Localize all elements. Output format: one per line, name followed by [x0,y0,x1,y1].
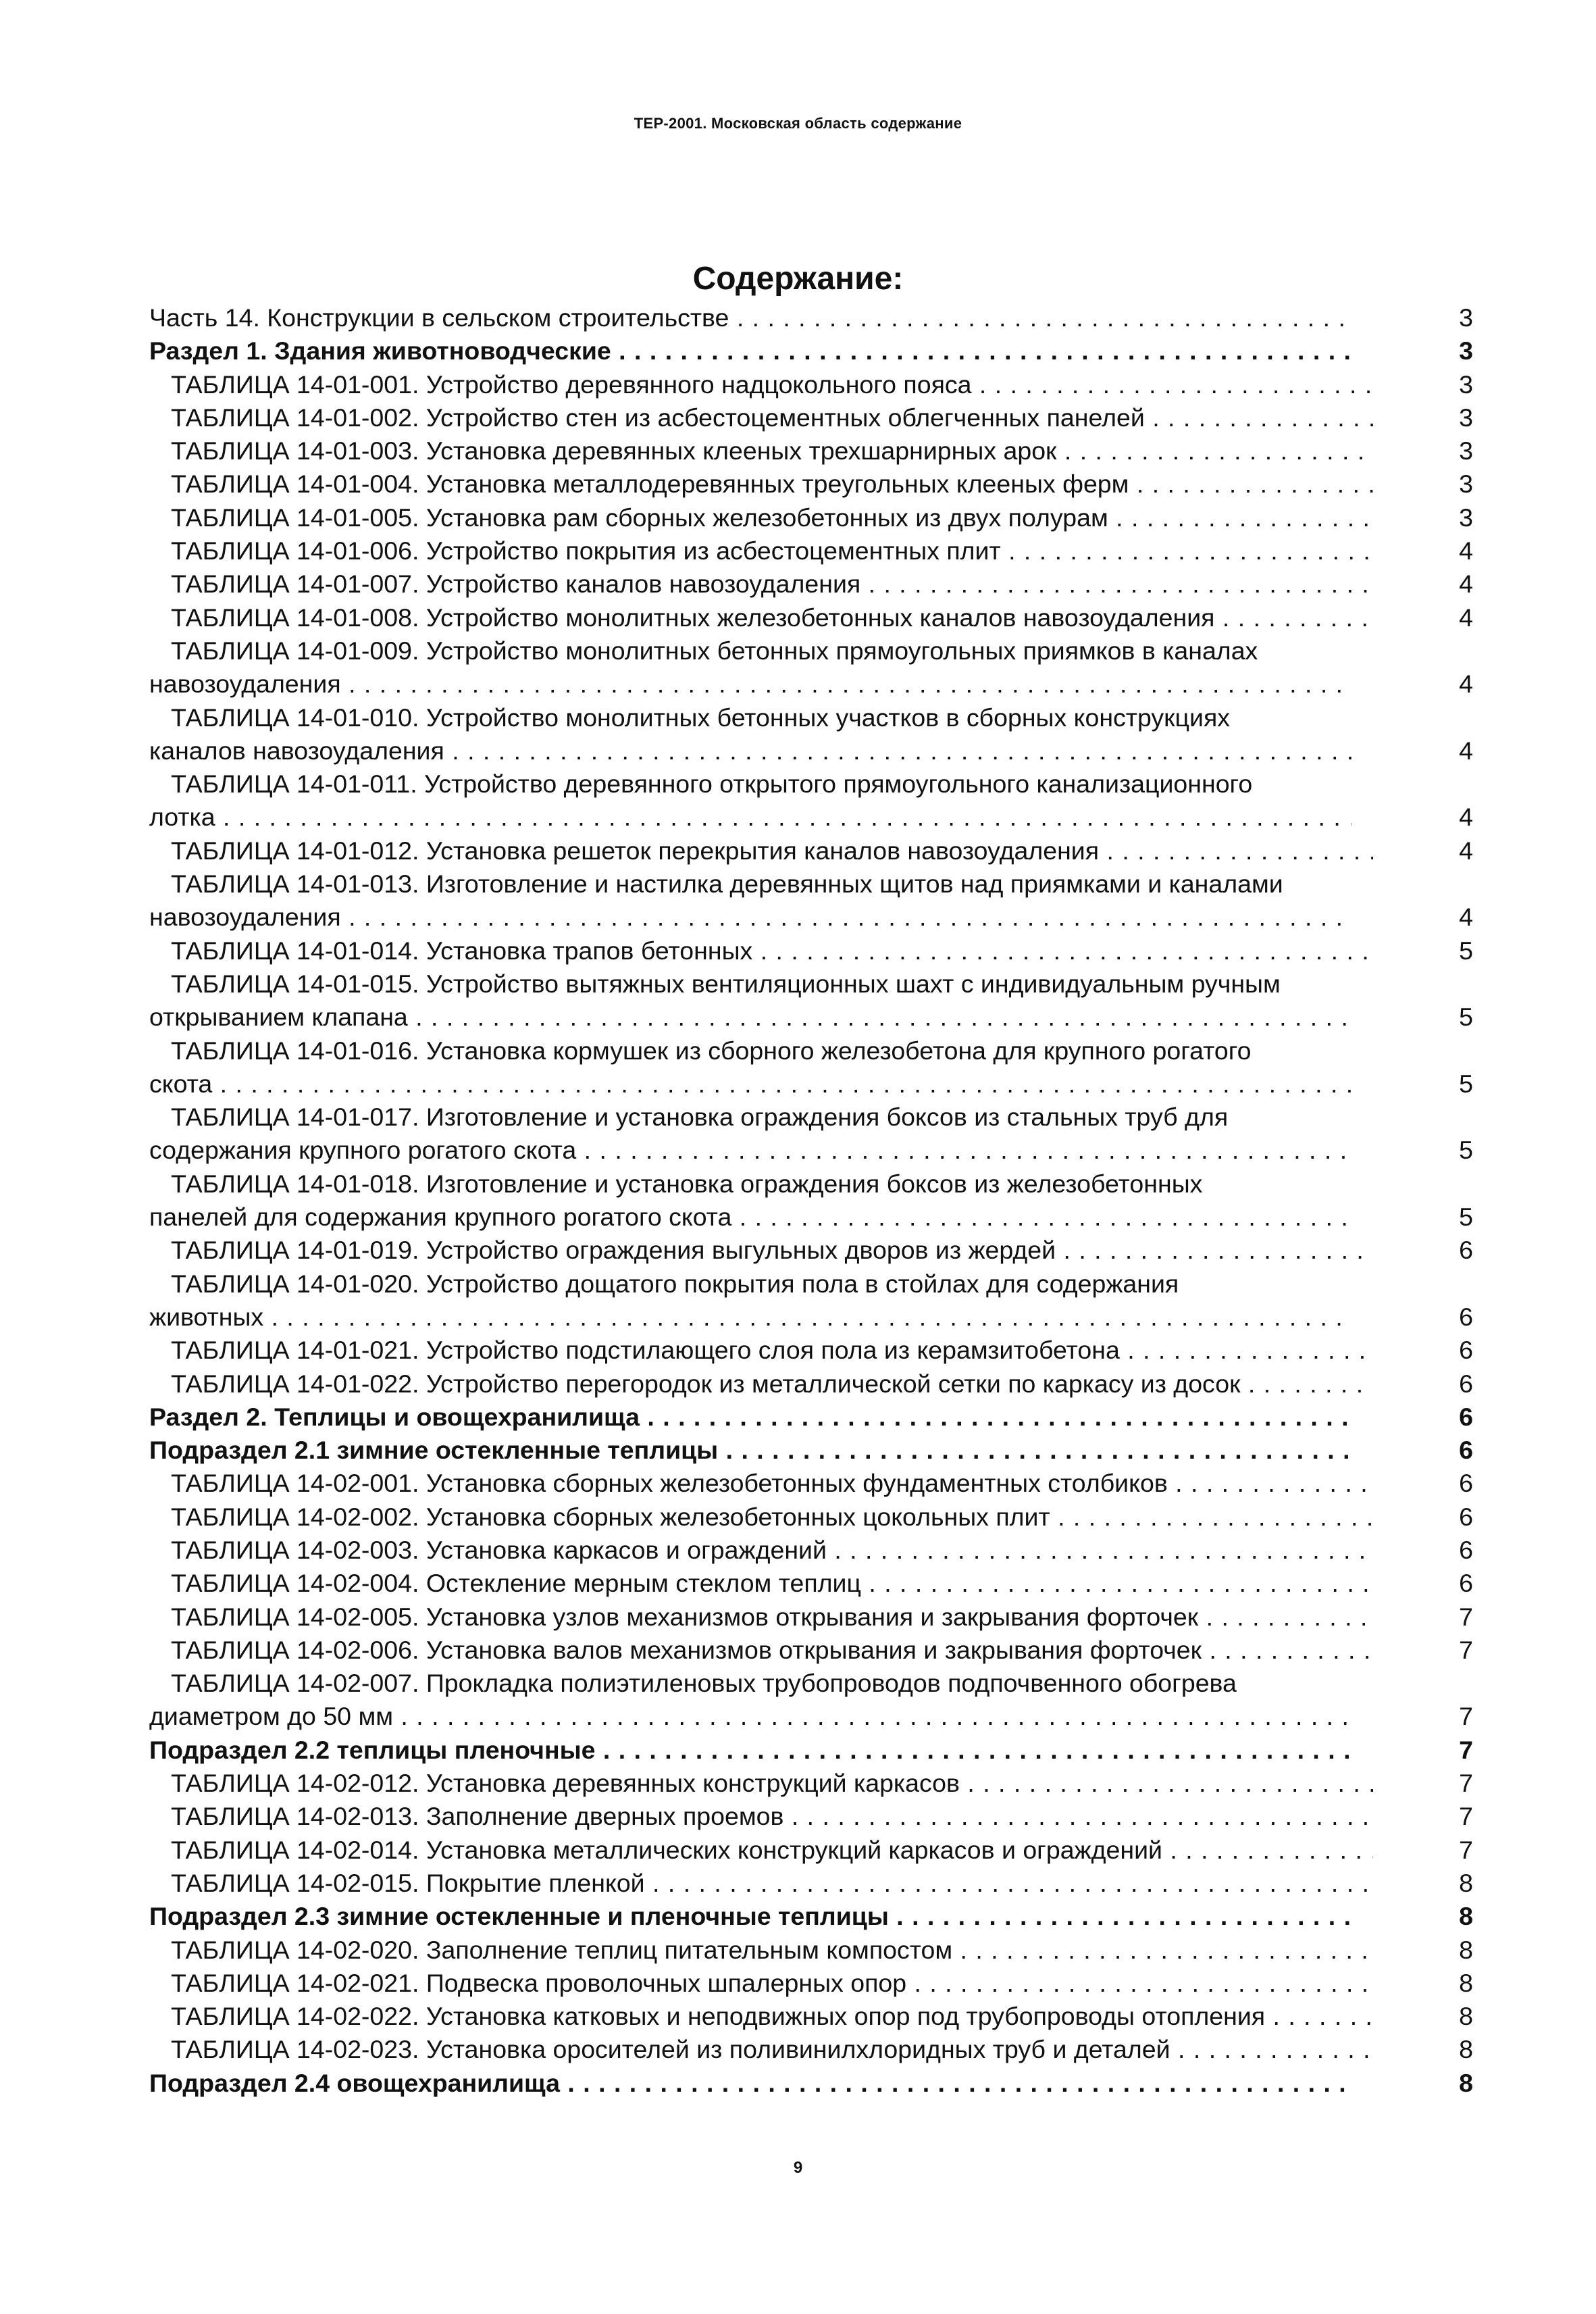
toc-entry-page: 5 [1459,1069,1473,1098]
toc-entry-title: ТАБЛИЦА 14-02-001. Установка сборных железобетонных фундаментных столбиков . . . [149,1467,1373,1500]
toc-entry[interactable] [149,1967,1473,2000]
toc-entry-page: 7 [1459,1635,1473,1664]
toc-entry[interactable] [149,1501,1473,1534]
toc-entry-title: ТАБЛИЦА 14-02-014. Установка металлических конструкций каркасов и ограждений . . . [149,1834,1373,1867]
toc-entry-page: 7 [1459,1835,1473,1864]
toc-entry-continuation: диаметром до 50 мм . . . [149,1700,1352,1733]
toc-entry-page: 3 [1459,470,1473,499]
toc-entry[interactable] [149,1401,1473,1434]
toc-entry-page: 5 [1459,1136,1473,1165]
toc-entry-page: 6 [1459,1302,1473,1331]
toc-entry-page: 7 [1459,1602,1473,1631]
toc-entry-title: ТАБЛИЦА 14-01-014. Установка трапов бетонных . . . [149,934,1373,967]
toc-entry[interactable] [149,401,1473,434]
toc-entry-page: 3 [1459,336,1473,366]
toc-entry-title: ТАБЛИЦА 14-01-022. Устройство перегородок из металлической сетки по каркасу из досок . . . [149,1367,1373,1401]
toc-entry-page: 4 [1459,536,1473,565]
toc-entry[interactable] [149,434,1473,468]
toc-entry-title: ТАБЛИЦА 14-02-012. Установка деревянных конструкций каркасов . . . [149,1767,1373,1800]
table-of-contents [149,301,1473,2100]
toc-entry-page: 4 [1459,603,1473,632]
toc-entry-page: 6 [1459,1369,1473,1398]
toc-entry-page: 8 [1459,2002,1473,2031]
toc-title: Содержание: [692,261,904,297]
toc-entry[interactable] [149,2067,1473,2100]
toc-entry-page: 6 [1459,1502,1473,1531]
toc-entry-title: ТАБЛИЦА 14-01-017. Изготовление и установка ограждения боксов из стальных труб для [171,1103,1229,1132]
toc-entry[interactable] [149,501,1473,534]
toc-entry-title: ТАБЛИЦА 14-02-005. Установка узлов механизмов открывания и закрывания форточек . . . [149,1601,1373,1634]
toc-entry[interactable] [149,1534,1473,1567]
toc-entry-continuation: панелей для содержания крупного рогатого скота . . . [149,1201,1352,1234]
toc-entry-title: ТАБЛИЦА 14-02-013. Заполнение дверных проемов . . . [149,1800,1373,1833]
toc-entry[interactable] [149,368,1473,401]
toc-entry-title: ТАБЛИЦА 14-01-019. Устройство ограждения выгульных дворов из жердей . . . [149,1234,1373,1267]
toc-entry-title: ТАБЛИЦА 14-01-013. Изготовление и настилка деревянных щитов над приямками и каналами [171,870,1283,899]
toc-entry-title: Подраздел 2.4 овощехранилища . . . [149,2067,1352,2100]
toc-entry[interactable] [149,1734,1473,1767]
toc-entry[interactable] [149,1667,1473,1734]
toc-entry-page: 4 [1459,903,1473,932]
toc-entry-title: ТАБЛИЦА 14-01-015. Устройство вытяжных вентиляционных шахт с индивидуальным ручным [171,969,1281,998]
toc-entry-title: ТАБЛИЦА 14-02-023. Установка оросителей из поливинилхлоридных труб и деталей . . . [149,2033,1373,2066]
toc-entry[interactable] [149,1267,1473,1334]
toc-entry[interactable] [149,468,1473,501]
toc-entry-page: 4 [1459,570,1473,599]
page-header: ТЕР-2001. Московская область содержание [634,115,962,132]
toc-entry-page: 8 [1459,1902,1473,1931]
toc-entry-title: ТАБЛИЦА 14-02-015. Покрытие пленкой . . . [149,1867,1373,1900]
toc-entry[interactable] [149,967,1473,1034]
toc-entry-title: ТАБЛИЦА 14-01-005. Установка рам сборных железобетонных из двух полурам . . . [149,501,1373,534]
toc-entry-title: ТАБЛИЦА 14-01-002. Устройство стен из асбестоцементных облегченных панелей . . . [149,401,1373,434]
toc-entry-page: 4 [1459,670,1473,699]
toc-entry-page: 5 [1459,1003,1473,1032]
page-number: 9 [793,2159,803,2177]
toc-entry-page: 8 [1459,1968,1473,1997]
toc-entry-page: 3 [1459,303,1473,332]
toc-entry-title: ТАБЛИЦА 14-01-003. Установка деревянных клееных трехшарнирных арок . . . [149,434,1373,468]
toc-entry-page: 7 [1459,1769,1473,1798]
toc-entry[interactable] [149,1634,1473,1667]
toc-entry[interactable] [149,701,1473,768]
toc-entry-page: 3 [1459,503,1473,532]
toc-entry-title: ТАБЛИЦА 14-02-006. Установка валов механизмов открывания и закрывания форточек . . . [149,1634,1373,1667]
toc-entry-page: 5 [1459,936,1473,965]
toc-entry[interactable] [149,534,1473,568]
toc-entry-title: Раздел 1. Здания животноводческие . . . [149,334,1352,368]
toc-entry[interactable] [149,2033,1473,2066]
toc-entry[interactable] [149,1234,1473,1267]
toc-entry-page: 7 [1459,1702,1473,1731]
toc-entry-page: 6 [1459,1469,1473,1498]
toc-entry-title: ТАБЛИЦА 14-01-006. Устройство покрытия из асбестоцементных плит . . . [149,534,1373,568]
toc-entry-title: ТАБЛИЦА 14-01-012. Установка решеток перекрытия каналов навозоудаления . . . [149,834,1373,867]
toc-entry[interactable] [149,1867,1473,1900]
toc-entry-page: 6 [1459,1569,1473,1598]
toc-entry-title: ТАБЛИЦА 14-02-020. Заполнение теплиц питательным компостом . . . [149,1934,1373,1967]
toc-entry-title: ТАБЛИЦА 14-01-010. Устройство монолитных бетонных участков в сборных конструкциях [171,703,1231,732]
toc-entry-title: ТАБЛИЦА 14-02-004. Остекление мерным стеклом теплиц . . . [149,1567,1373,1600]
toc-entry[interactable] [149,1834,1473,1867]
toc-entry-page: 8 [1459,1935,1473,1964]
toc-entry-page: 6 [1459,1236,1473,1265]
toc-entry-title: ТАБЛИЦА 14-01-021. Устройство подстилающего слоя пола из керамзитобетона . . . [149,1334,1373,1367]
toc-entry-title: Подраздел 2.3 зимние остекленные и пленочные теплицы . . . [149,1900,1352,1933]
toc-entry[interactable] [149,1334,1473,1367]
toc-entry[interactable] [149,768,1473,834]
toc-entry[interactable] [149,1167,1473,1234]
toc-entry-continuation: каналов навозоудаления . . . [149,734,1352,768]
toc-entry-continuation: лотка . . . [149,801,1352,834]
toc-entry-title: ТАБЛИЦА 14-01-018. Изготовление и установка ограждения боксов из железобетонных [171,1169,1203,1198]
toc-entry[interactable] [149,1434,1473,1467]
toc-entry-page: 6 [1459,1535,1473,1564]
toc-entry-continuation: открыванием клапана . . . [149,1001,1352,1034]
toc-entry-title: ТАБЛИЦА 14-01-004. Установка металлодеревянных треугольных клееных ферм . . . [149,468,1373,501]
toc-entry[interactable] [149,1601,1473,1634]
toc-entry-page: 6 [1459,1336,1473,1365]
toc-entry-page: 3 [1459,370,1473,399]
toc-entry-title: ТАБЛИЦА 14-01-008. Устройство монолитных железобетонных каналов навозоудаления . . . [149,601,1373,634]
toc-entry-title: Часть 14. Конструкции в сельском строительстве . . . [149,301,1352,334]
toc-entry[interactable] [149,1101,1473,1167]
toc-entry-title: ТАБЛИЦА 14-01-001. Устройство деревянного надцокольного пояса . . . [149,368,1373,401]
toc-entry-title: ТАБЛИЦА 14-02-002. Установка сборных железобетонных цокольных плит . . . [149,1501,1373,1534]
toc-entry-title: ТАБЛИЦА 14-01-020. Устройство дощатого покрытия пола в стойлах для содержания [171,1269,1179,1298]
toc-entry-continuation: навозоудаления . . . [149,668,1352,701]
toc-entry[interactable] [149,1034,1473,1101]
toc-entry-page: 7 [1459,1802,1473,1831]
toc-entry-title: ТАБЛИЦА 14-01-007. Устройство каналов навозоудаления . . . [149,568,1373,601]
toc-entry-page: 4 [1459,736,1473,765]
toc-entry-title: ТАБЛИЦА 14-02-021. Подвеска проволочных шпалерных опор . . . [149,1967,1373,2000]
toc-entry[interactable] [149,601,1473,634]
toc-entry-page: 7 [1459,1735,1473,1764]
toc-entry[interactable] [149,1800,1473,1833]
toc-entry[interactable] [149,1567,1473,1600]
toc-entry[interactable] [149,867,1473,934]
toc-entry[interactable] [149,1467,1473,1500]
toc-entry-continuation: животных . . . [149,1301,1352,1334]
toc-entry[interactable] [149,2000,1473,2033]
toc-entry[interactable] [149,301,1473,334]
toc-entry-title: ТАБЛИЦА 14-02-003. Установка каркасов и ограждений . . . [149,1534,1373,1567]
toc-entry-title: ТАБЛИЦА 14-02-007. Прокладка полиэтиленовых трубопроводов подпочвенного обогрева [171,1669,1237,1698]
toc-entry-page: 3 [1459,436,1473,466]
toc-entry-title: ТАБЛИЦА 14-01-009. Устройство монолитных бетонных прямоугольных приямков в каналах [171,636,1258,665]
toc-entry-title: ТАБЛИЦА 14-01-011. Устройство деревянного открытого прямоугольного канализационного [171,770,1253,799]
toc-entry[interactable] [149,834,1473,867]
toc-entry-continuation: навозоудаления . . . [149,901,1352,934]
toc-entry-page: 8 [1459,2035,1473,2064]
toc-entry-title: Подраздел 2.2 теплицы пленочные . . . [149,1734,1352,1767]
toc-entry-title: Подраздел 2.1 зимние остекленные теплицы . . . [149,1434,1352,1467]
toc-entry-continuation: содержания крупного рогатого скота . . . [149,1134,1352,1167]
toc-entry-page: 8 [1459,1868,1473,1897]
toc-entry-page: 3 [1459,403,1473,432]
toc-entry-title: ТАБЛИЦА 14-02-022. Установка катковых и неподвижных опор под трубопроводы отопления . . . [149,2000,1373,2033]
toc-entry-title: ТАБЛИЦА 14-01-016. Установка кормушек из сборного железобетона для крупного рогатого [171,1036,1252,1065]
toc-entry[interactable] [149,1767,1473,1800]
toc-entry[interactable] [149,634,1473,701]
toc-entry[interactable] [149,334,1473,368]
toc-entry[interactable] [149,934,1473,967]
toc-entry-page: 4 [1459,836,1473,865]
toc-entry-continuation: скота . . . [149,1067,1352,1101]
toc-entry[interactable] [149,1934,1473,1967]
toc-entry-page: 8 [1459,2068,1473,2097]
toc-entry[interactable] [149,568,1473,601]
toc-entry[interactable] [149,1900,1473,1933]
toc-entry[interactable] [149,1367,1473,1401]
toc-entry-page: 4 [1459,803,1473,832]
toc-entry-page: 5 [1459,1203,1473,1232]
toc-entry-page: 6 [1459,1436,1473,1465]
toc-entry-page: 6 [1459,1402,1473,1431]
toc-entry-title: Раздел 2. Теплицы и овощехранилища . . . [149,1401,1352,1434]
